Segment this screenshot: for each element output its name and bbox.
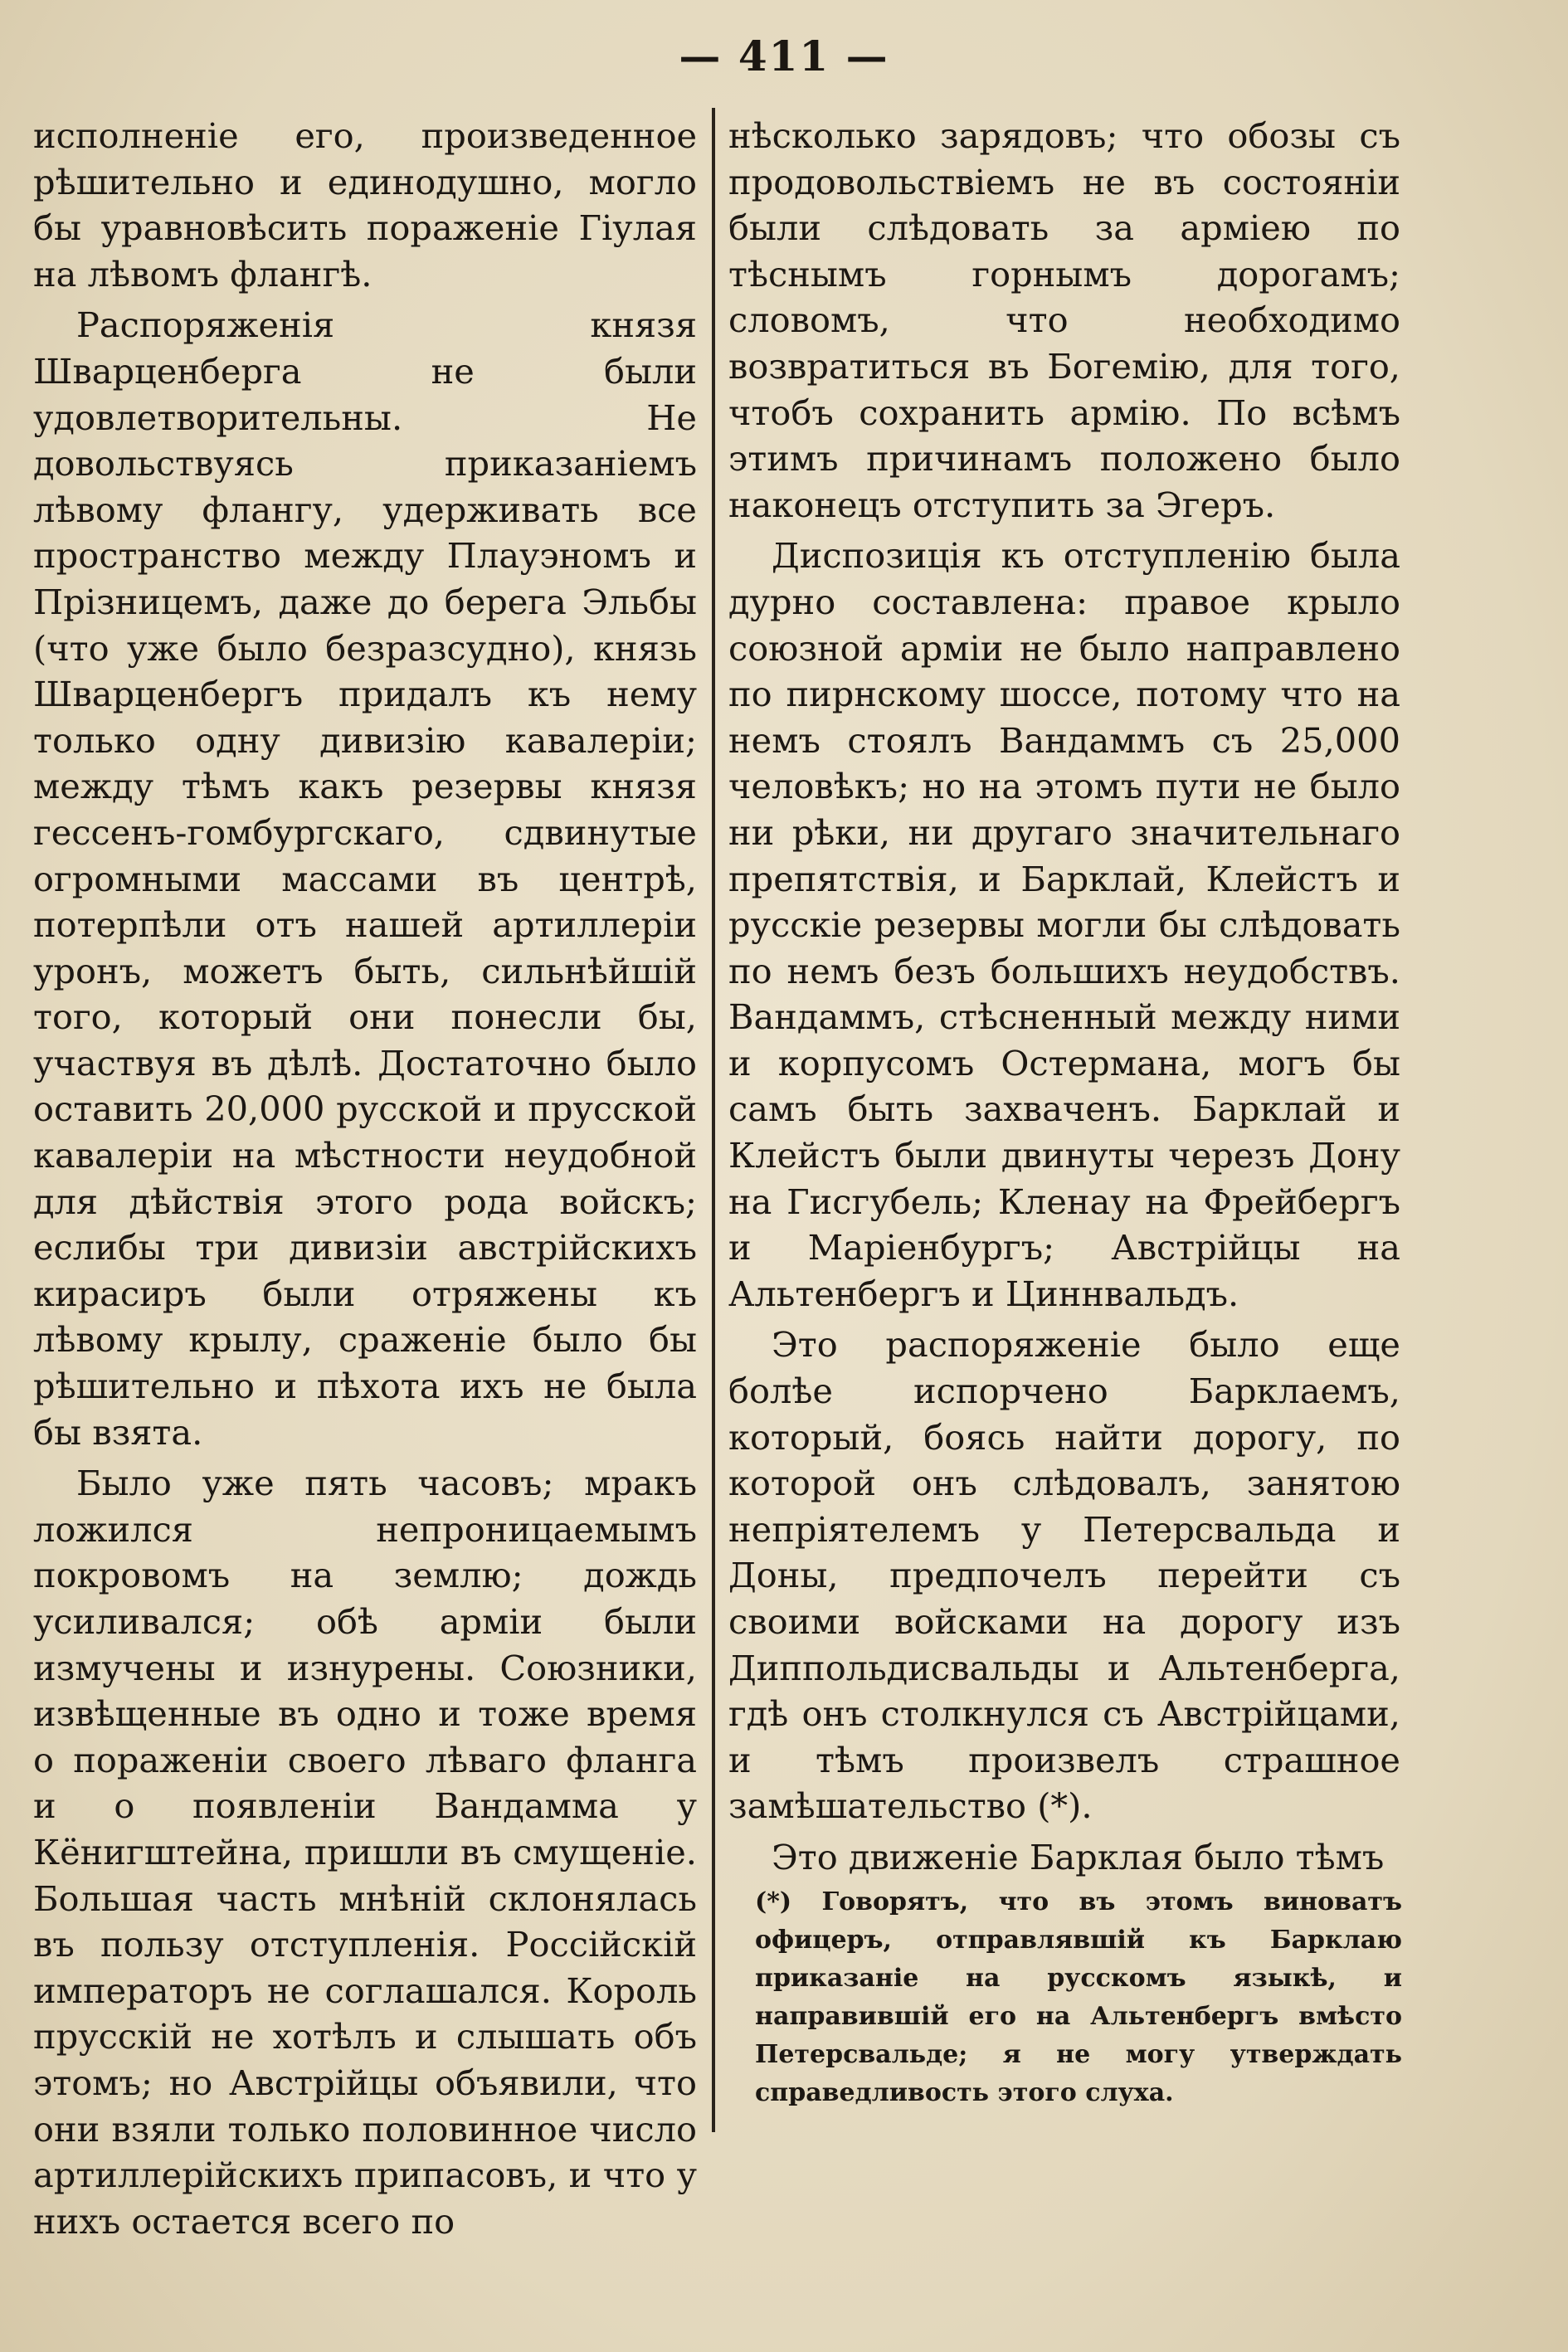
paragraph: нѣсколько зарядовъ; что обозы съ продовольствіемъ не въ состояніи были слѣдовать за арміею по тѣснымъ горнымъ дорогамъ; словомъ, что необходимо возвратиться въ Богемію, для того, чтобъ сохранить армію. По всѣмъ этимъ причинамъ положено было наконецъ отступить за Эгеръ. (728, 115, 1400, 525)
left-column (33, 113, 697, 2244)
paragraph: Было уже пять часовъ; мракъ ложился непроницаемымъ покровомъ на землю; дождь усиливался; обѣ арміи были измучены и изнурены. Союзники, извѣщенные въ одно и тоже время о пораженіи своего лѣваго фланга и о появленіи Вандамма у Кёнигштейна, пришли въ смущеніе. Большая часть мнѣній склонялась въ пользу отступленія. Россійскій императоръ не соглашался. Король прусскій не хотѣлъ и слышать объ этомъ; но Австрійцы объявили, что они взяли только половинное число артиллерійскихъ припасовъ, и что у нихъ остается всего по (33, 1463, 697, 2242)
paragraph: Это распоряженіе было еще болѣе испорчено Барклаемъ, который, боясь найти дорогу, по которой онъ слѣдовалъ, занятою непріятелемъ у Петерсвальда и Доны, предпочелъ перейти съ своими войсками на дорогу изъ Диппольдисвальды и Альтенберга, гдѣ онъ столкнулся съ Австрійцами, и тѣмъ произвелъ страшное замѣшательство (*). (728, 1324, 1400, 1827)
paragraph: исполненіе его, произведенное рѣшительно и единодушно, могло бы уравновѣсить пораженіе Гіулая на лѣвомъ флангѣ. (33, 115, 697, 295)
column-divider (712, 108, 715, 2132)
right-column (728, 113, 1400, 1881)
footnote: (*) Говорятъ, что въ этомъ виноватъ офицеръ, отправлявшій къ Барклаю приказаніе на русскомъ языкѣ, и направившій его на Альтенбергъ вмѣсто Петерсвальде; я не могу утверждать справедливость этого слуха. (755, 1887, 1402, 2107)
paragraph: Это движеніе Барклая было тѣмъ (772, 1836, 1385, 1877)
page-number: — 411 — (679, 32, 889, 80)
paragraph: Распоряженія князя Шварценберга не были удовлетворительны. Не довольствуясь приказаніемъ лѣвому флангу, удерживать все пространство между Плауэномъ и Прізницемъ, даже до берега Эльбы (что уже было безразсудно), князь Шварценбергъ придалъ къ нему только одну дивизію кавалеріи; между тѣмъ какъ резервы князя гессенъ-гомбургскаго, сдвинутые огромными массами въ центрѣ, потерпѣли отъ нашей артиллеріи уронъ, можетъ быть, сильнѣйшій того, который они понесли бы, участвуя въ дѣлѣ. Достаточно было оставить 20,000 русской и прусской кавалеріи на мѣстности неудобной для дѣйствія этого рода войскъ; еслибы три дивизіи австрійскихъ кирасиръ были отряжены къ лѣвому крылу, сраженіе было бы рѣшительно и пѣхота ихъ не была бы взята. (33, 304, 697, 1453)
paragraph: Диспозиція къ отступленію была дурно составлена: правое крыло союзной арміи не было направлено по пирнскому шоссе, потому что на немъ стоялъ Вандаммъ съ 25,000 человѣкъ; но на этомъ пути не было ни рѣки, ни другаго значительнаго препятствія, и Барклай, Клейстъ и русскіе резервы могли бы слѣдовать по немъ безъ большихъ неудобствъ. Вандаммъ, стѣсненный между ними и корпусомъ Остермана, могъ бы самъ быть захваченъ. Барклай и Клейстъ были двинуты черезъ Дону на Гисгубель; Кленау на Фрейбергъ и Маріенбургъ; Австрійцы на Альтенбергъ и Циннвальдъ. (728, 535, 1400, 1314)
